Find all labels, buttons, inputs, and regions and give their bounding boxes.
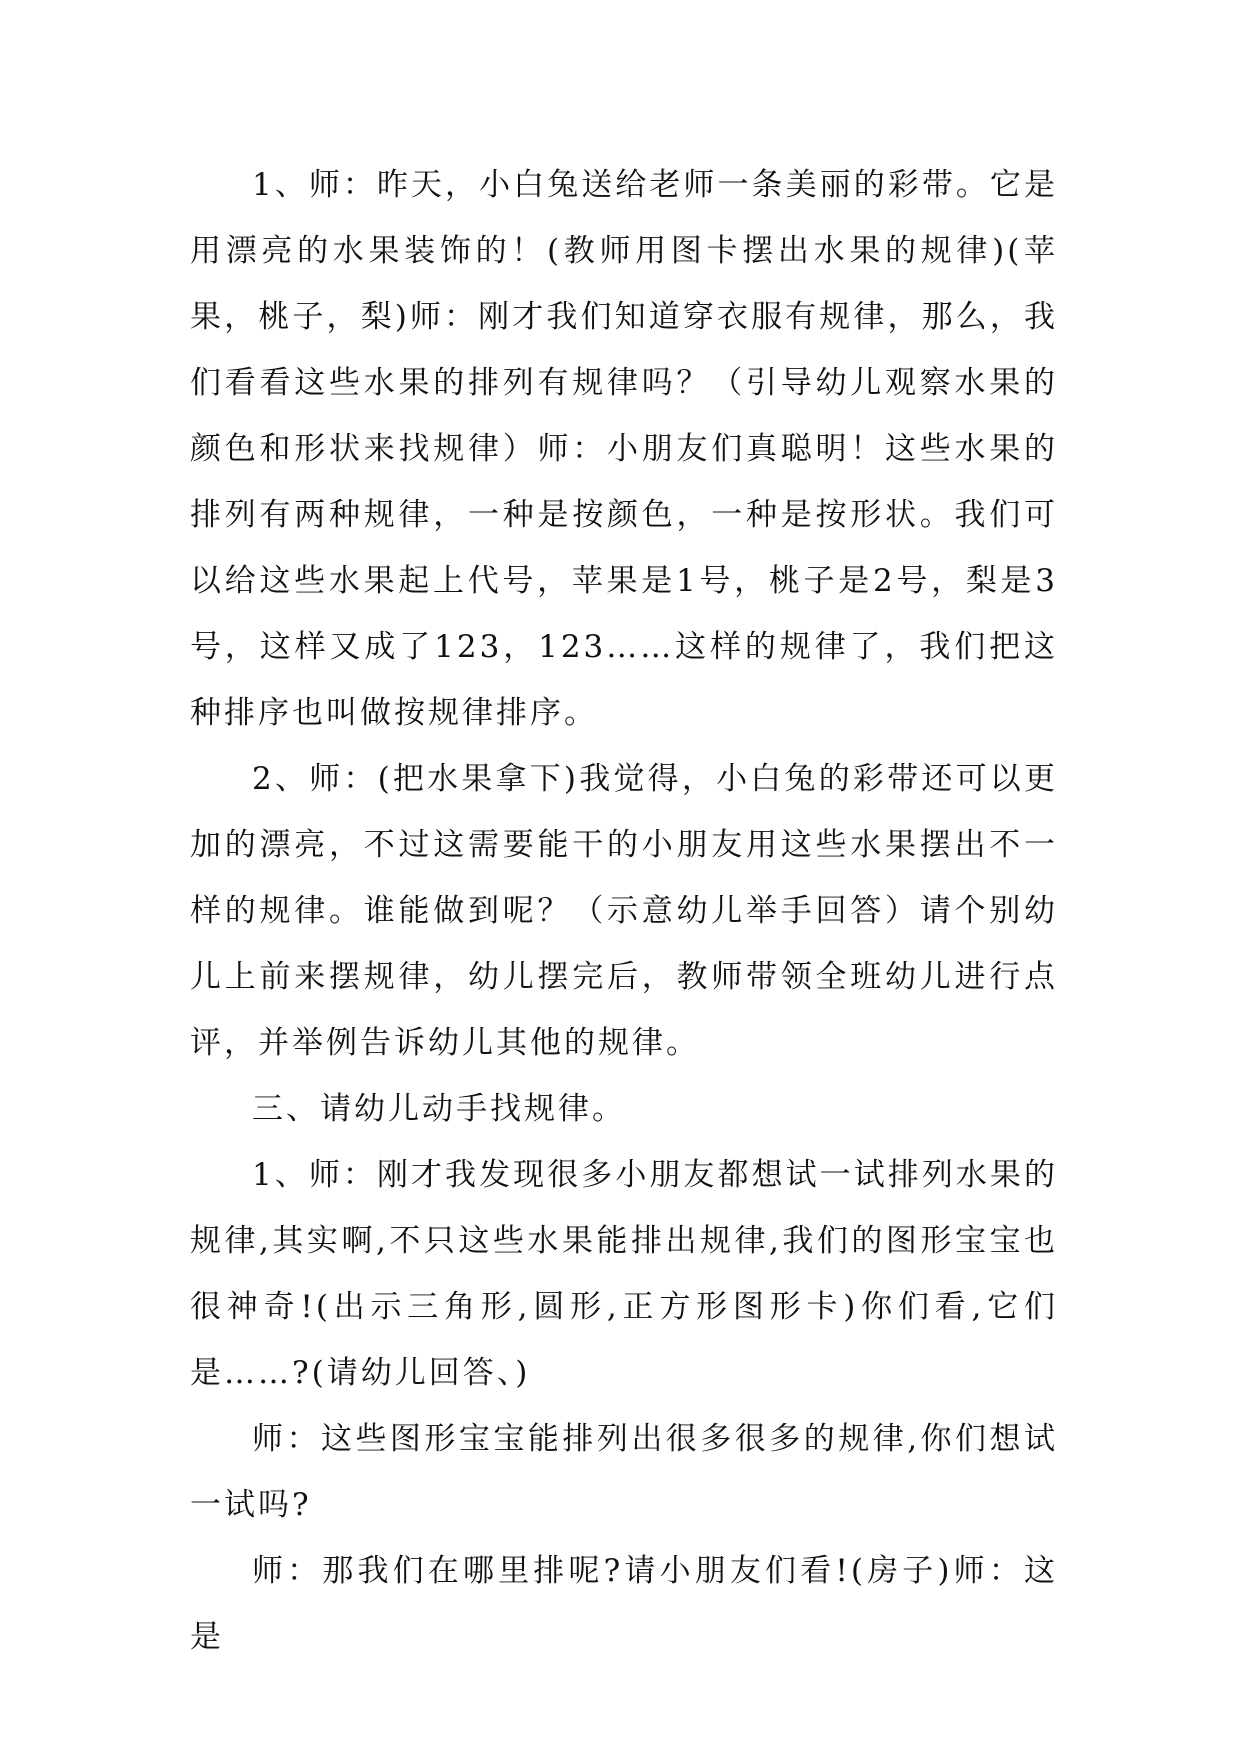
document-body (190, 152, 1058, 1670)
paragraph-house: 师：那我们在哪里排呢?请小朋友们看!(房子)师：这是 (190, 1553, 1058, 1655)
paragraph-try-shapes: 师：这些图形宝宝能排列出很多很多的规律,你们想试一试吗? (190, 1421, 1058, 1523)
paragraph-shape-cards: 1、师：刚才我发现很多小朋友都想试一试排列水果的规律,其实啊,不只这些水果能排出规律,我们的图形宝宝也很神奇!(出示三角形,圆形,正方形图形卡)你们看,它们是……?(请幼儿回答、) (190, 1157, 1058, 1391)
section-heading-find-patterns: 三、请幼儿动手找规律。 (252, 1091, 626, 1127)
paragraph-fruit-ribbon-pattern: 1、师：昨天，小白兔送给老师一条美丽的彩带。它是用漂亮的水果装饰的！(教师用图卡摆出水果的规律)(苹果，桃子，梨)师：刚才我们知道穿衣服有规律，那么，我们看看这些水果的排列有规律吗？（引导幼儿观察水果的颜色和形状来找规律）师：小朋友们真聪明！这些水果的排列有两种规律，一种是按颜色，一种是按形状。我们可以给这些水果起上代号，苹果是1号，桃子是2号，梨是3号，这样又成了123，123……这样的规律了，我们把这种排序也叫做按规律排序。 (190, 167, 1058, 731)
paragraph-children-arrange-fruit: 2、师：(把水果拿下)我觉得，小白兔的彩带还可以更加的漂亮，不过这需要能干的小朋友用这些水果摆出不一样的规律。谁能做到呢？（示意幼儿举手回答）请个别幼儿上前来摆规律，幼儿摆完后，教师带领全班幼儿进行点评，并举例告诉幼儿其他的规律。 (190, 761, 1058, 1061)
